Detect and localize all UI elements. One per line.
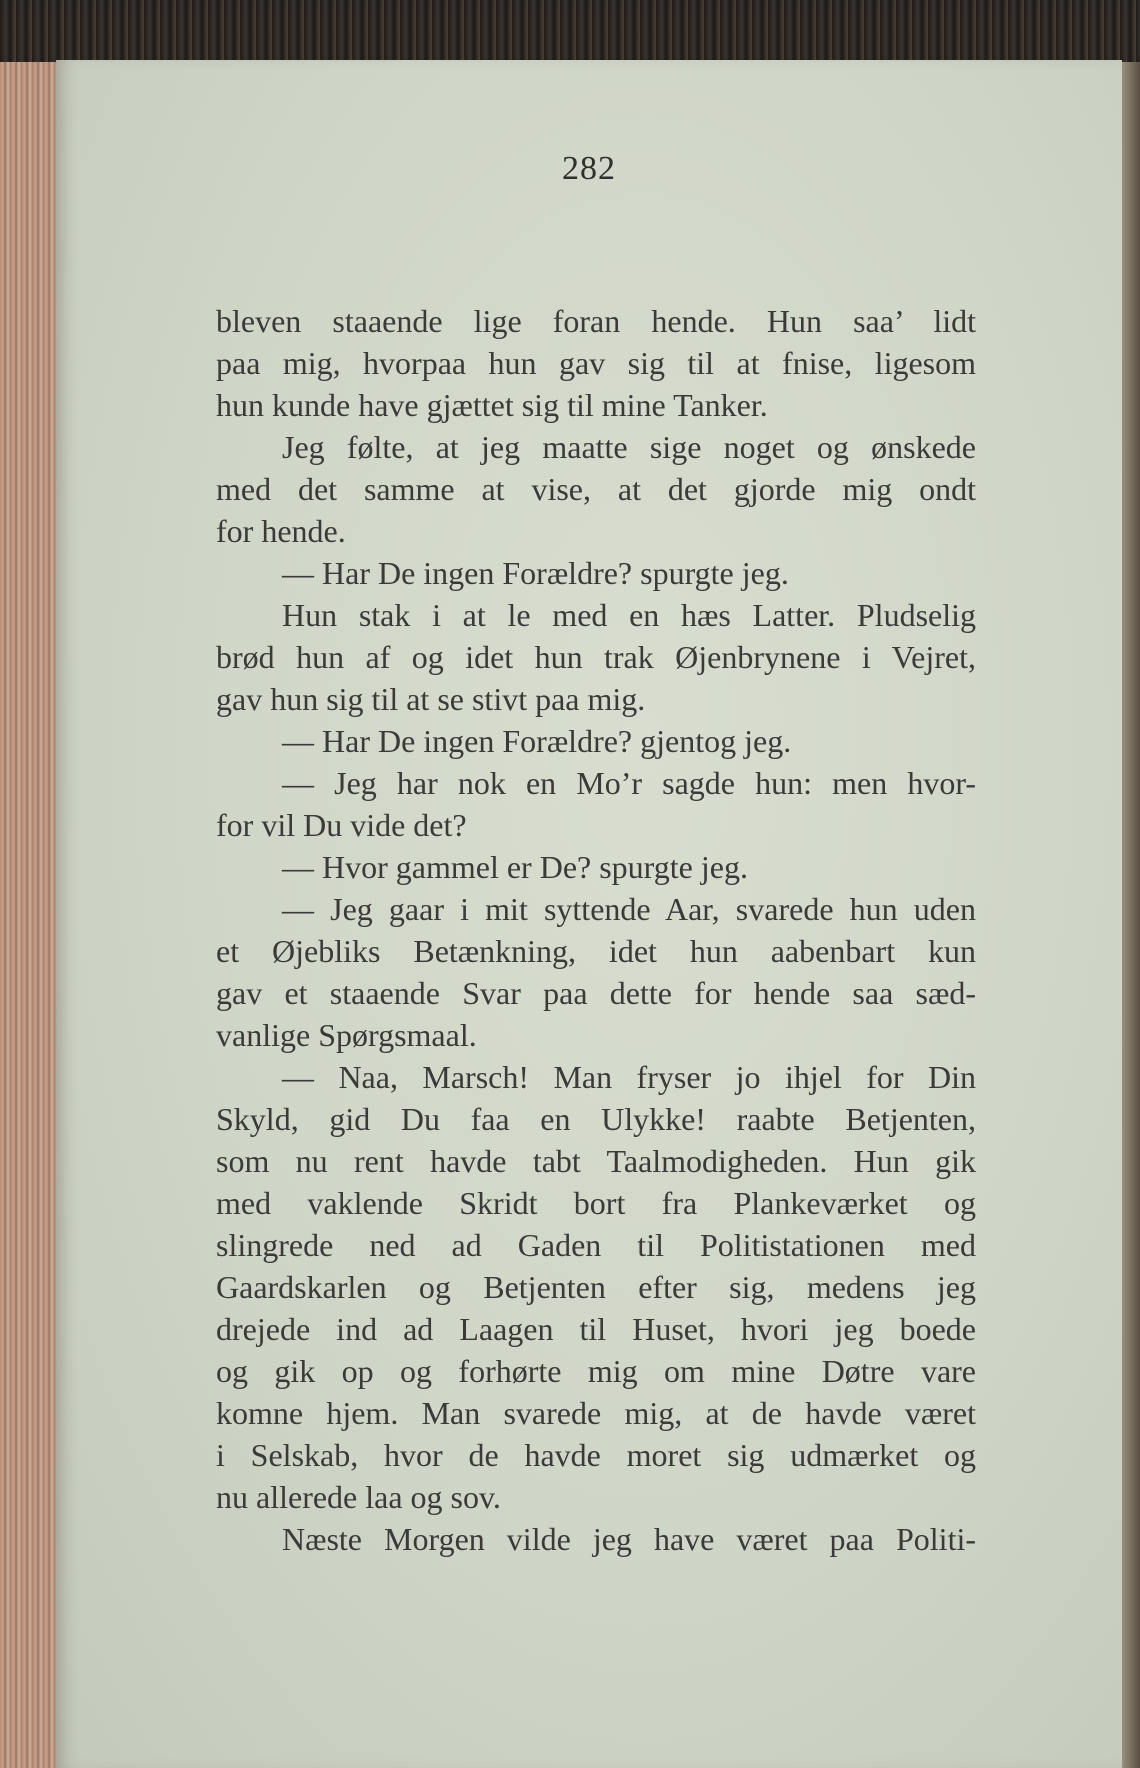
text-line: for hende. <box>216 513 346 549</box>
text-line: vanlige Spørgsmaal. <box>216 1017 477 1053</box>
text-line: hun kunde have gjættet sig til mine Tanker. <box>216 387 768 423</box>
text-line: for vil Du vide det? <box>216 807 467 843</box>
text-line: med det samme at vise, at det gjorde mig ondt <box>216 471 976 507</box>
page-edge-right <box>1122 62 1140 1768</box>
book-binding-top <box>0 0 1140 62</box>
text-line: — Jeg gaar i mit syttende Aar, svarede hun uden <box>282 891 976 927</box>
text-line: paa mig, hvorpaa hun gav sig til at fnise, ligesom <box>216 345 976 381</box>
text-line: bleven staaende lige foran hende. Hun saa’ lidt <box>216 303 976 339</box>
text-line: med vaklende Skridt bort fra Plankeværket og <box>216 1185 976 1221</box>
text-line: Hun stak i at le med en hæs Latter. Pludselig <box>282 597 976 633</box>
text-line: — Har De ingen Forældre? gjentog jeg. <box>282 723 792 759</box>
text-line: — Har De ingen Forældre? spurgte jeg. <box>282 555 789 591</box>
text-line: — Naa, Marsch! Man fryser jo ihjel for Din <box>282 1059 976 1095</box>
text-line: gav et staaende Svar paa dette for hende saa sæd- <box>216 975 976 1011</box>
page-edges-left <box>0 62 58 1768</box>
text-line: Skyld, gid Du faa en Ulykke! raabte Betjenten, <box>216 1101 976 1137</box>
text-line: nu allerede laa og sov. <box>216 1479 501 1515</box>
text-line: som nu rent havde tabt Taalmodigheden. Hun gik <box>216 1143 976 1179</box>
text-line: brød hun af og idet hun trak Øjenbrynene i Vejret, <box>216 639 976 675</box>
text-line: — Jeg har nok en Mo’r sagde hun: men hvor- <box>282 765 976 801</box>
page-number: 282 <box>562 150 616 187</box>
book-page <box>56 60 1122 1768</box>
text-line: og gik op og forhørte mig om mine Døtre vare <box>216 1353 976 1389</box>
text-line: drejede ind ad Laagen til Huset, hvori jeg boede <box>216 1311 976 1347</box>
text-line: Jeg følte, at jeg maatte sige noget og ønskede <box>282 429 976 465</box>
text-line: Næste Morgen vilde jeg have været paa Politi- <box>282 1521 976 1557</box>
text-line: komne hjem. Man svarede mig, at de havde været <box>216 1395 976 1431</box>
body-text <box>216 300 976 1560</box>
text-line: — Hvor gammel er De? spurgte jeg. <box>282 849 748 885</box>
text-line: gav hun sig til at se stivt paa mig. <box>216 681 646 717</box>
text-line: i Selskab, hvor de havde moret sig udmærket og <box>216 1437 976 1473</box>
text-line: Gaardskarlen og Betjenten efter sig, medens jeg <box>216 1269 976 1305</box>
text-line: et Øjebliks Betænkning, idet hun aabenbart kun <box>216 933 976 969</box>
text-line: slingrede ned ad Gaden til Politistationen med <box>216 1227 976 1263</box>
